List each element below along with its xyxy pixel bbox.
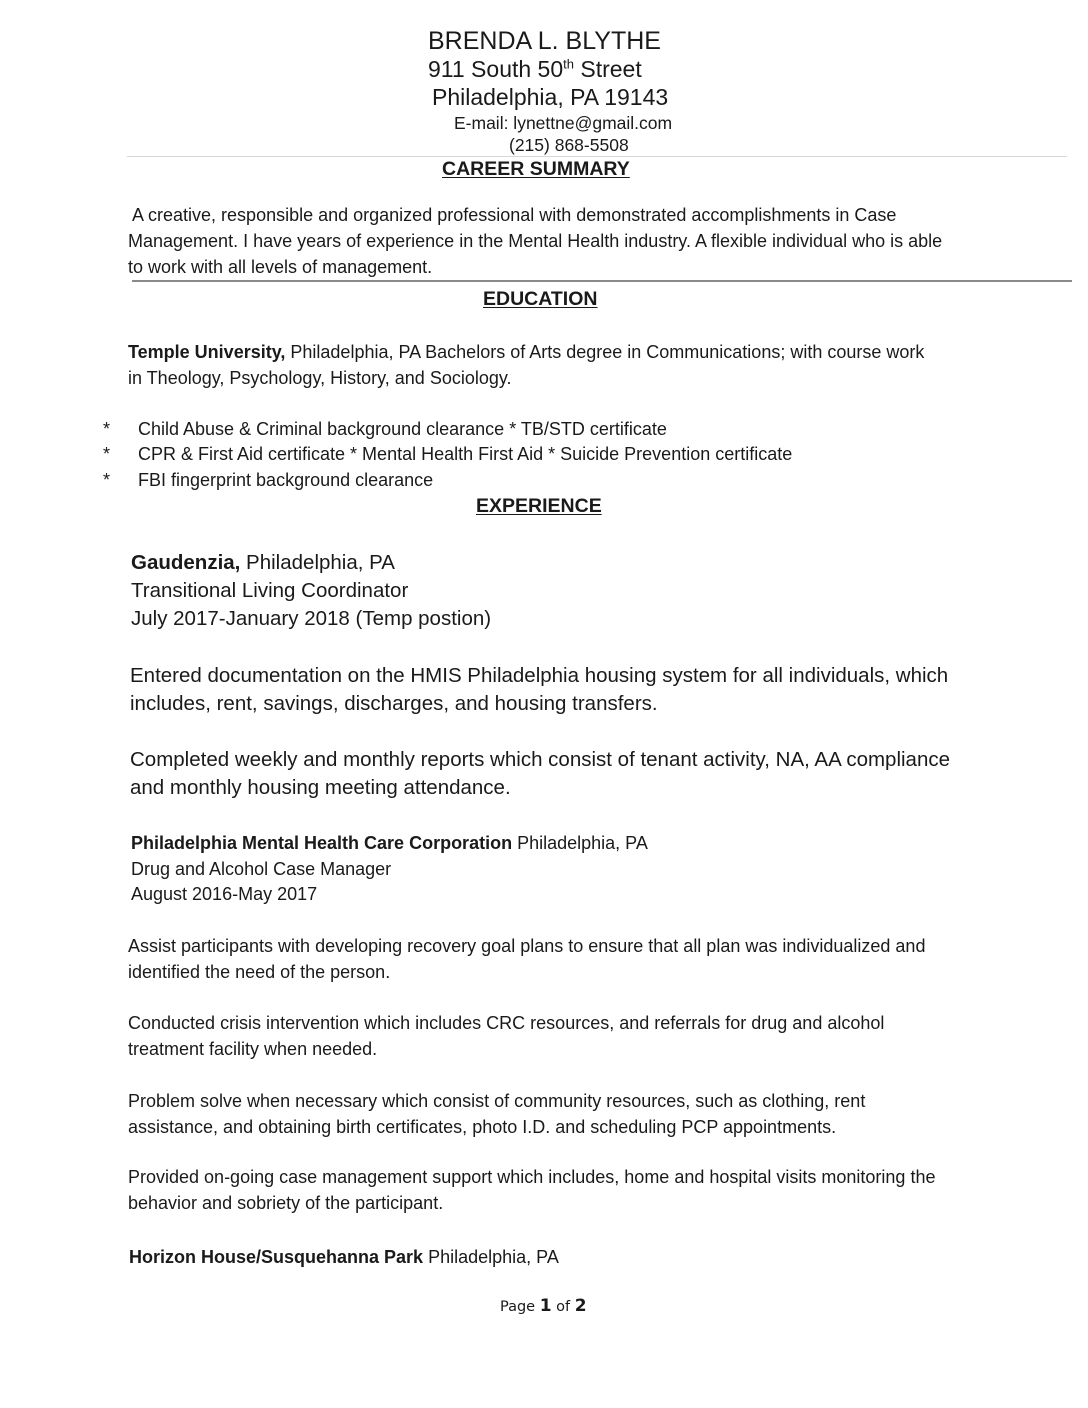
duty-line: Assist participants with developing recovery goal plans to ensure that all plan was individualized and xyxy=(128,936,926,956)
education-heading: EDUCATION xyxy=(483,288,598,310)
coursework: in Theology, Psychology, History, and Sociology. xyxy=(128,368,512,388)
street-address-end: Street xyxy=(573,56,642,82)
cert-item: FBI fingerprint background clearance xyxy=(138,470,434,490)
job-header xyxy=(131,549,1071,633)
job-header xyxy=(129,1245,1069,1271)
street-address xyxy=(428,56,642,83)
education-entry xyxy=(128,339,1068,391)
career-summary-heading: CAREER SUMMARY xyxy=(442,158,630,180)
cert-item: CPR & First Aid certificate * Mental Health First Aid * Suicide Prevention certificate xyxy=(138,444,793,464)
job-duty xyxy=(130,662,1080,718)
job-dates: August 2016-May 2017 xyxy=(131,884,318,904)
duty-line: assistance, and obtaining birth certificates, photo I.D. and scheduling PCP appointments. xyxy=(128,1116,837,1137)
job-header xyxy=(131,831,1071,908)
duty-line: Entered documentation on the HMIS Philadelphia housing system for all individuals, which xyxy=(130,664,949,687)
employer-name: Gaudenzia, xyxy=(131,551,241,574)
duty-line: includes, rent, savings, discharges, and housing transfers. xyxy=(130,692,658,715)
duty-line: treatment facility when needed. xyxy=(128,1038,378,1059)
phone-number: (215) 868-5508 xyxy=(509,135,629,155)
job-title: Transitional Living Coordinator xyxy=(131,579,409,602)
total-pages: 2 xyxy=(574,1296,587,1316)
experience-heading: EXPERIENCE xyxy=(476,495,602,517)
duty-line: Problem solve when necessary which consist of community resources, such as clothing, rent xyxy=(128,1091,866,1111)
duty-line: behavior and sobriety of the participant. xyxy=(128,1192,444,1213)
degree-details: Philadelphia, PA Bachelors of Arts degree in Communications; with course work xyxy=(285,342,925,362)
cert-bullet: * xyxy=(103,419,111,439)
duty-line: Provided on-going case management support which includes, home and hospital visits monitoring the xyxy=(128,1167,936,1187)
cert-item: Child Abuse & Criminal background clearance * TB/STD certificate xyxy=(138,419,667,439)
page-label: Page xyxy=(500,1299,540,1315)
school-name: Temple University, xyxy=(128,342,286,362)
current-page: 1 xyxy=(539,1296,552,1316)
employer-name: Horizon House/Susquehanna Park xyxy=(129,1247,424,1267)
city-state-zip: Philadelphia, PA 19143 xyxy=(432,84,669,110)
duty-line: and monthly housing meeting attendance. xyxy=(130,776,511,799)
job-duty xyxy=(128,1165,1078,1216)
job-duty xyxy=(128,1011,1078,1062)
career-summary-text xyxy=(128,202,1068,280)
employer-location: Philadelphia, PA xyxy=(240,551,395,574)
cert-bullet: * xyxy=(103,444,111,464)
employer-location: Philadelphia, PA xyxy=(423,1247,559,1267)
job-duty xyxy=(128,1089,1078,1140)
summary-line: A creative, responsible and organized professional with demonstrated accomplishments in Case xyxy=(128,205,897,225)
summary-line: Management. I have years of experience in the Mental Health industry. A flexible individual who is able xyxy=(128,231,943,251)
email-address: E-mail: lynettne@gmail.com xyxy=(454,113,673,133)
duty-line: identified the need of the person. xyxy=(128,961,391,982)
header-divider xyxy=(127,156,1067,157)
applicant-name: BRENDA L. BLYTHE xyxy=(428,27,661,55)
employer-name: Philadelphia Mental Health Care Corporation xyxy=(131,833,513,853)
job-title: Drug and Alcohol Case Manager xyxy=(131,858,392,879)
cert-bullet: * xyxy=(103,470,111,490)
job-duty xyxy=(128,934,1078,985)
street-address-suffix: th xyxy=(563,56,574,72)
summary-divider xyxy=(132,280,1072,282)
of-label: of xyxy=(551,1299,575,1315)
employer-location: Philadelphia, PA xyxy=(512,833,648,853)
summary-line: to work with all levels of management. xyxy=(128,257,433,277)
street-address-main: 911 South 50 xyxy=(428,56,564,82)
page-number xyxy=(500,1296,587,1316)
duty-line: Completed weekly and monthly reports which consist of tenant activity, NA, AA compliance xyxy=(130,748,951,771)
job-duty xyxy=(130,746,1080,802)
duty-line: Conducted crisis intervention which includes CRC resources, and referrals for drug and alcohol xyxy=(128,1013,885,1033)
job-dates: July 2017-January 2018 (Temp postion) xyxy=(131,607,492,630)
